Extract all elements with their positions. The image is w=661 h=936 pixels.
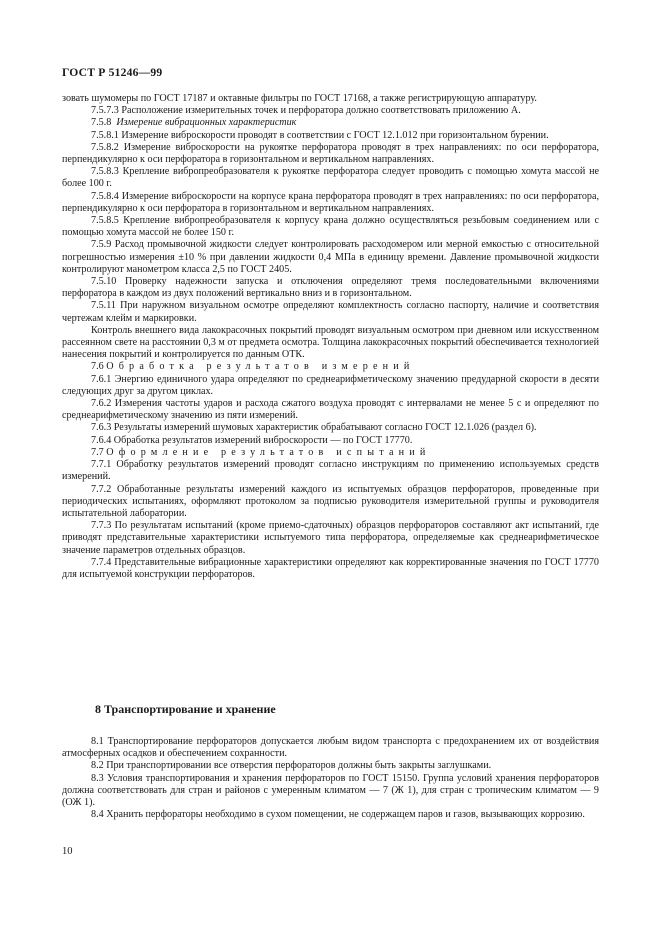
paragraph: 7.5.8.3 Крепление вибропреобразователя к рукоятке перфоратора следует проводить с помощью хомута массой не более 100 г. [62,166,599,190]
paragraph: 7.5.10 Проверку надежности запуска и отключения определяют тремя последовательными включениями перфоратора в каждом из двух положений вертикально вниз и в горизонтальном. [62,276,599,300]
paragraph: 7.6.3 Результаты измерений шумовых характеристик обрабатывают согласно ГОСТ 12.1.026 (раздел 6). [91,422,537,434]
paragraph: 7.5.8.1 Измерение виброскорости проводят в соответствии с ГОСТ 12.1.012 при горизонтальном бурении. [91,129,549,141]
paragraph: 8.1 Транспортирование перфораторов допускается любым видом транспорта с предохранением их от воздействия атмосферных осадков и обеспечением сохранности. [62,736,599,760]
paragraph: 7.7.1 Обработку результатов измерений проводят согласно инструкциям по применению используемых средств измерений. [62,459,599,483]
subsection-title [62,117,599,129]
page-number: 10 [62,846,73,857]
paragraph: 7.7.4 Представительные вибрационные характеристики определяют как корректированные значения по ГОСТ 17770 для испытуемой конструкции перфораторов. [62,556,599,580]
paragraph: 7.5.11 При наружном визуальном осмотре определяют комплектность согласно паспорту, наличие и соответствия чертежам клейм и маркировки. [62,300,599,324]
subsection-title-text: Обработка результатов измерений [106,361,415,373]
paragraph: 7.6.1 Энергию единичного удара определяют по среднеарифметическому значению предударной скорости в десяти следующих друг за другом циклах. [62,373,599,397]
paragraph: 7.5.7.3 Расположение измерительных точек и перфоратора должно соответствовать приложению А. [91,105,521,117]
paragraph: 8.2 При транспортировании все отверстия перфораторов должны быть закрыты заглушками. [91,760,492,772]
paragraph: 7.5.8.4 Измерение виброскорости на корпусе крана перфоратора проводят в трех направлениях: по оси перфоратора, перпендикулярно к оси перфоратора в горизонтальном и вертикальном направлениях. [62,190,599,214]
subsection-title [62,361,599,373]
paragraph: 8.4 Хранить перфораторы необходимо в сухом помещении, не содержащем паров и газов, вызывающих коррозию. [91,809,585,821]
subsection-number: 7.7 [91,446,104,458]
paragraph: зовать шумомеры по ГОСТ 17187 и октавные фильтры по ГОСТ 17168, а также регистрирующую аппаратуру. [62,93,537,104]
paragraph: 7.7.2 Обработанные результаты измерений каждого из испытуемых образцов перфораторов, проведенные при периодических испытаниях, оформляют протоколом за подписью руководителя измерительной группы и руководителя испытательной лаборатории. [62,483,599,519]
subsection-number: 7.6 [91,361,104,373]
paragraph: 7.5.8.2 Измерение виброскорости на рукоятке перфоратора проводят в трех направлениях: по оси перфоратора, перпендикулярно к оси перфоратора в горизонтальном и вертикальном направлениях. [62,141,599,166]
body-text [62,93,599,581]
subsection-title [62,447,599,459]
paragraph: 8.3 Условия транспортирования и хранения перфораторов по ГОСТ 15150. Группа условий хранения перфораторов должна соответствовать для стран и районов с умеренным климатом — 7 (Ж 1), для стран с тропическим климатом — 9 (ОЖ 1). [62,772,599,809]
paragraph: 7.6.4 Обработка результатов измерений виброскорости — по ГОСТ 17770. [91,434,413,446]
subsection-title-text: Оформление результатов испытаний [106,446,431,458]
paragraph: 7.5.9 Расход промывочной жидкости следует контролировать расходомером или мерной емкостью с относительной погрешностью измерения ±10 % при давлении жидкости 0,4 МПа в единицу времени. Давление промывочной жидкости контролируют манометром класса 2,5 по ГОСТ 2405. [62,239,599,275]
paragraph: 7.6.2 Измерения частоты ударов и расхода сжатого воздуха проводят с интервалами не менее 5 с и определяют по среднеарифметическому значению из пяти измерений. [62,398,599,422]
paragraph: 7.7.3 По результатам испытаний (кроме приемо-сдаточных) образцов перфораторов составляют акт испытаний, где приводят представительные характеристики испытуемого типа перфоратора, определяемые как среднеарифметическое значение параметров отдельных образцов. [62,520,599,556]
section-body [62,736,599,821]
paragraph: 7.5.8.5 Крепление вибропреобразователя к корпусу крана должно осуществляться резьбовым соединением или с помощью хомута массой не более 150 г. [62,215,599,239]
section-heading: 8 Транспортирование и хранение [95,702,276,716]
subsection-title-text: Измерение вибрационных характеристик [116,117,297,129]
document-header: ГОСТ Р 51246—99 [62,66,163,79]
subsection-number: 7.5.8 [91,117,112,129]
paragraph: Контроль внешнего вида лакокрасочных покрытий проводят визуальным осмотром при дневном или искусственном рассеянном свете на расстоянии 0,3 м от предмета осмотра. Толщина лакокрасочных покрытий обеспечивается технологией нанесения покрытий и контролируется по данным ОТК. [62,324,599,361]
